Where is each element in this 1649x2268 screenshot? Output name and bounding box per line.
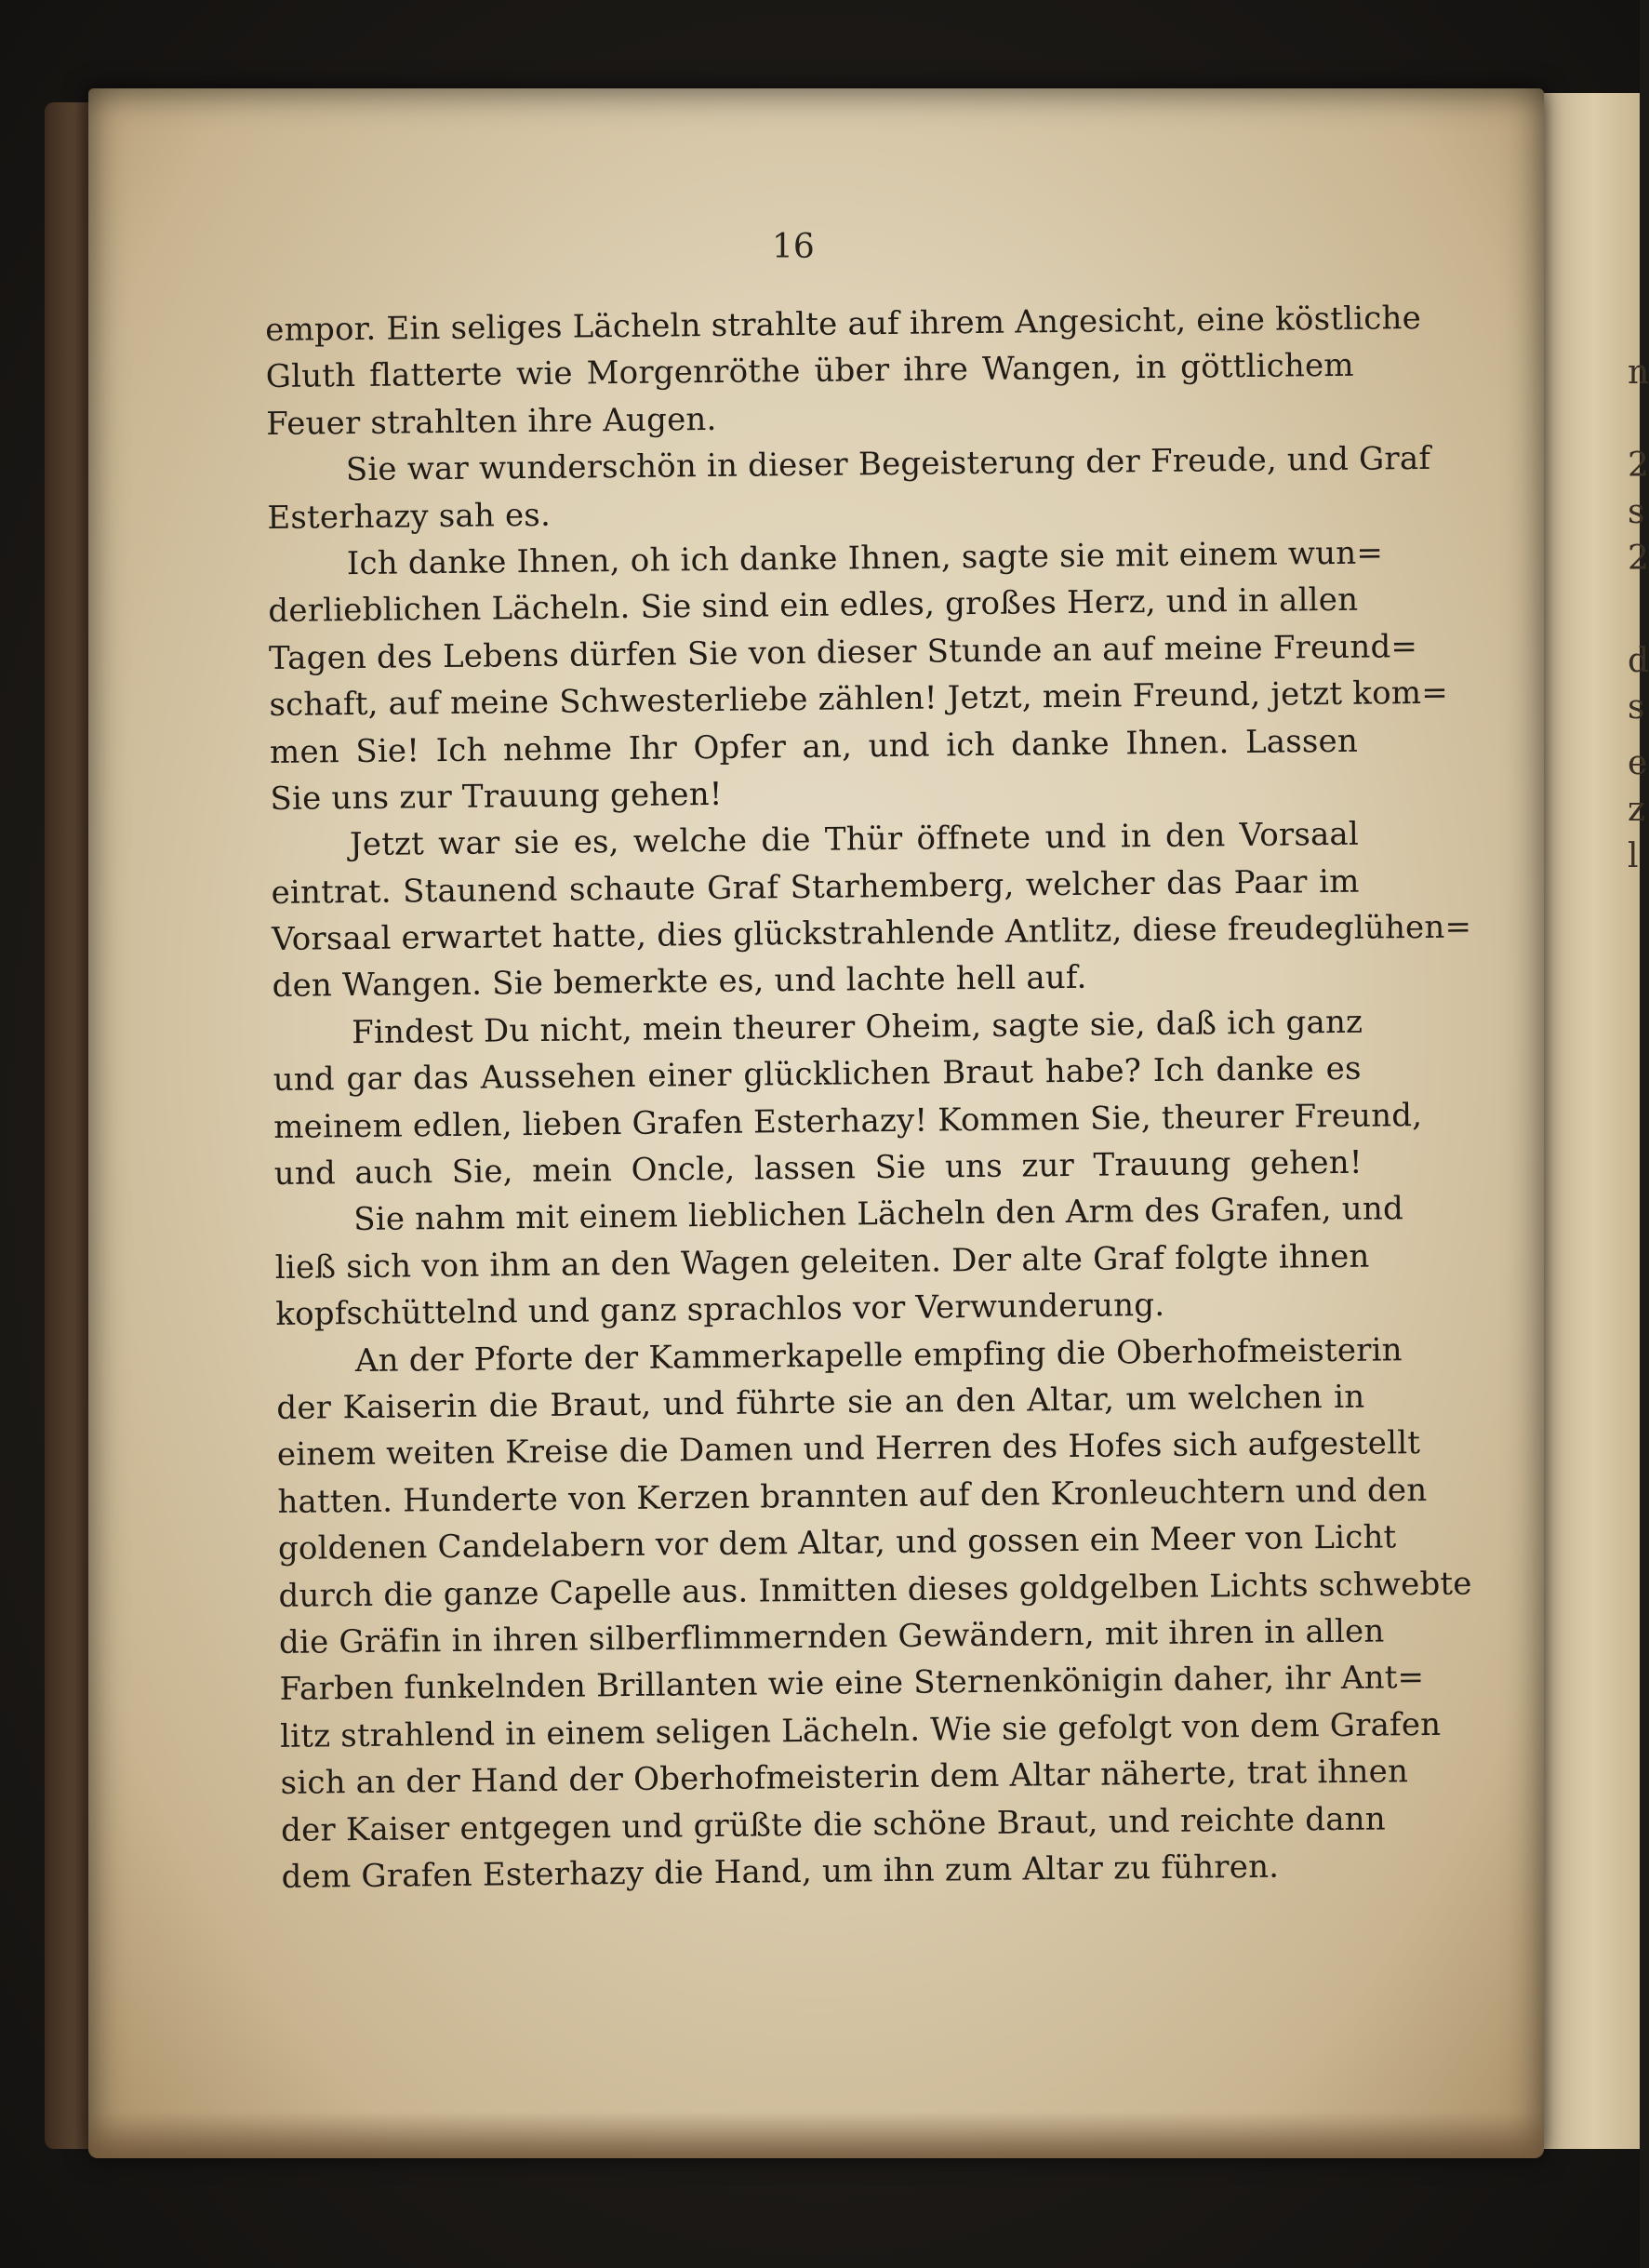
text-line: schaft, auf meine Schwesterliebe zählen! Jetzt, mein Freund, jetzt kom= (269, 674, 1449, 725)
text-line: Sie uns zur Trauung gehen! (270, 775, 723, 818)
facing-page-fragment: s (1628, 688, 1645, 727)
body-text (265, 296, 1472, 1901)
facing-page-fragment: 2 (1628, 540, 1649, 578)
text-line: Sie war wunderschön in dieser Begeisterung der Freude, und Graf (345, 440, 1431, 489)
text-line: einem weiten Kreise die Damen und Herren des Hofes sich aufgestellt (276, 1424, 1421, 1474)
text-line: Ich danke Ihnen, oh ich danke Ihnen, sagte sie mit einem wun= (346, 534, 1384, 583)
text-line: litz strahlend in einem seligen Lächeln. Wie sie gefolgt von dem Grafen (279, 1705, 1442, 1755)
facing-page-fragment: n (1628, 354, 1649, 392)
text-line: dem Grafen Esterhazy die Hand, um ihn zum Altar zu führen. (281, 1848, 1280, 1896)
text-line: Feuer strahlten ihre Augen. (266, 400, 717, 443)
text-line: derlieblichen Lächeln. Sie sind ein edles, großes Herz, und in allen (268, 581, 1359, 631)
text-line: meinem edlen, lieben Grafen Esterhazy! Kommen Sie, theurer Freund, (273, 1096, 1423, 1146)
text-line: An der Pforte der Kammerkapelle empfing die Oberhofmeisterin (354, 1330, 1403, 1380)
text-line: goldenen Candelabern vor dem Altar, und gossen ein Meer von Licht (277, 1518, 1397, 1568)
text-line: die Gräfin in ihren silberflimmernden Gewändern, mit ihren in allen (278, 1612, 1385, 1661)
text-line: Tagen des Lebens dürfen Sie von dieser Stunde an auf meine Freund= (268, 627, 1418, 677)
text-line: Vorsaal erwartet hatte, dies glückstrahlende Antlitz, diese freudeglühen= (271, 908, 1472, 959)
text-line: ließ sich von ihm an den Wagen geleiten. Der alte Graf folgte ihnen (274, 1237, 1370, 1287)
text-line: sich an der Hand der Oberhofmeisterin dem Altar näherte, trat ihnen (280, 1753, 1409, 1803)
facing-page-fragment: e (1628, 744, 1648, 782)
text-line: Esterhazy sah es. (267, 496, 552, 537)
text-line: kopfschüttelnd und ganz sprachlos vor Verwunderung. (275, 1287, 1165, 1334)
text-line: eintrat. Staunend schaute Graf Starhemberg, welcher das Paar im (271, 862, 1360, 912)
text-line: und gar das Aussehen einer glücklichen Braut habe? Ich danke es (273, 1049, 1362, 1100)
text-line: Jetzt war sie es, welche die Thür öffnete und in den Vorsaal (349, 816, 1360, 864)
facing-page-fragment: s (1628, 493, 1645, 531)
text-line: Findest Du nicht, mein theurer Oheim, sagte sie, daß ich ganz (351, 1003, 1363, 1051)
text-line: men Sie! Ich nehme Ihr Opfer an, und ich danke Ihnen. Lassen (269, 722, 1359, 771)
text-line: und auch Sie, mein Oncle, lassen Sie uns zur Trauung gehen! (273, 1143, 1363, 1193)
text-line: der Kaiserin die Braut, und führte sie an den Altar, um welchen in (276, 1378, 1365, 1427)
facing-page-fragment: d (1628, 642, 1649, 680)
facing-page-fragment: z (1628, 791, 1645, 829)
text-line: hatten. Hunderte von Kerzen brannten auf den Kronleuchtern und den (277, 1471, 1428, 1521)
page-number: 16 (772, 228, 815, 266)
text-line: den Wangen. Sie bemerkte es, und lachte hell auf. (272, 959, 1087, 1006)
facing-page-fragment: l (1628, 837, 1639, 875)
text-line: Sie nahm mit einem lieblichen Lächeln den Arm des Grafen, und (353, 1190, 1404, 1239)
page-bottom-edge (88, 2112, 1544, 2158)
facing-page-fragment: 2 (1628, 447, 1649, 485)
text-line: empor. Ein seliges Lächeln strahlte auf ihrem Angesicht, eine köstliche (265, 299, 1422, 349)
text-line: der Kaiser entgegen und grüßte die schöne Braut, und reichte dann (280, 1799, 1387, 1849)
text-line: Farben funkelnden Brillanten wie eine Sternenkönigin daher, ihr Ant= (279, 1659, 1425, 1709)
text-line: durch die ganze Capelle aus. Inmitten dieses goldgelben Lichts schwebte (278, 1565, 1472, 1615)
text-line: Gluth flatterte wie Morgenröthe über ihre Wangen, in göttlichem (265, 347, 1354, 396)
